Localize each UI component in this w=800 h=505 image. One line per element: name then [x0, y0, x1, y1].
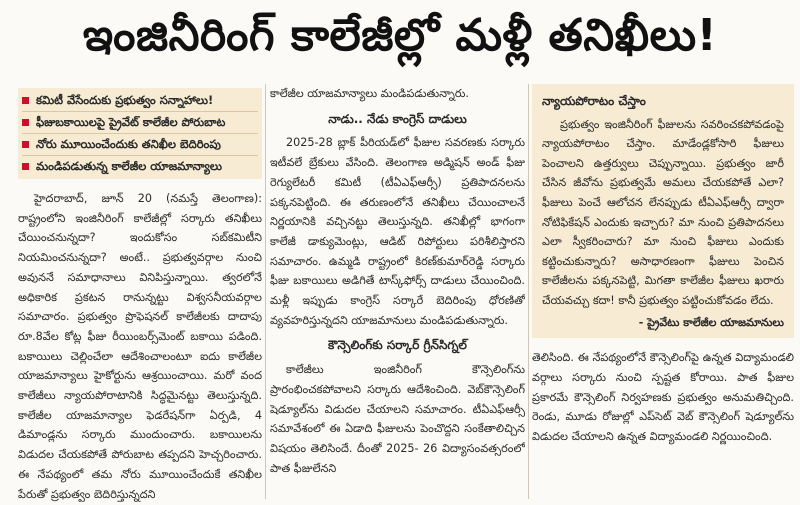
subheading: నాడు.. నేడు కాంగ్రెస్ దాడులు [328, 111, 467, 126]
bullet-item: ఫీజుబకాయిలపై ప్రైవేట్ కాలేజీల పోరుబాట [22, 112, 258, 134]
column-1 [18, 84, 262, 504]
square-bullet-icon [22, 141, 29, 148]
column-divider [528, 84, 529, 499]
subheading: కౌన్సెలింగ్‌కు సర్కార్ గ్రీన్‌సిగ్నల్ [328, 338, 467, 353]
square-bullet-icon [22, 163, 29, 170]
body-paragraph: కాలేజీలు ఇంజినీరింగ్ కౌన్సెలింగ్‌ను ప్రారంభించకపోవాలని సర్కారు ఆదేశించింది. వెబ్‌కౌన్సెలింగ్ షెడ్యూల్‌ను విడుదల చేయాలని సమాచారం. టీఏఎఫ్‌ఆర్సీ సమావేశంలో ఈ ఏడాది ఫీజులను పెంచొద్దని సంకేతాలిచ్చిన విషయం తెలిసిందే. దీంతో 2025- 26 విద్యాసంవత్సరంలో పాత ఫీజులేనని [270, 363, 525, 475]
quote-body: ప్రభుత్వం ఇంజినీరింగ్ ఫీజులను సవరించకపోవడంపై న్యాయపోరాటం చేస్తాం. మాడేండ్లకోసారి ఫీజులు పెంచాలని ఉత్తర్వులు చెప్పున్నాయి. ప్రభుత్వం జారీ చేసిన జీవోను ప్రభుత్వమే అమలు చేయకపోతే ఎలా? ఫీజులు పెంచే ఆలోచన లేనప్పుడు టీఏఎఫ్‌ఆర్సీ ద్వారా నోటిఫికేషన్ ఎందుకు ఇచ్చారు? మా నుంచి ప్రతిపాదనలు ఎలా స్వీకరించారు? మా నుంచి ఫీజులు ఎందుకు కట్టించుకున్నారు? అసాధారణంగా ఫీజులు పెంచిన కాలేజీలను పక్కనపెట్టి, మిగతా కాలేజీల ఫీజులు ఖరారు చేయవచ్చు కదా! కానీ ప్రభుత్వం పట్టించుకోవడం లేదు. [542, 117, 784, 308]
body-paragraph: 2025-28 బ్లాక్ పీరియడ్‌లో ఫీజుల సవరణకు సర్కారు ఇటీవలే బ్రేకులు వేసింది. తెలంగాణ అడ్మిషన్ అండ్ ఫీజు రెగ్యులేటరీ కమిటీ (టీఏఎఫ్‌ఆర్సీ) ప్రతిపాదనలను పక్కనపెట్టింది. ఈ తరుణంలోనే తనిఖీలు చేయించాలనే నిర్ణయానికి వచ్చినట్టు తెలుస్తున్నది. తనిఖీల్లో భాగంగా కాలేజీ డాక్యుమెంట్లు, ఆడిట్ రిపోర్టులు పరిశీలిస్తారని సమాచారం. ఉమ్మడి రాష్ట్రంలో కిరణ్‌కుమార్‌రెడ్డి సర్కారు ఫీజు బకాయిలు అడిగితే టాస్క్‌ఫోర్స్ దాడులు చేయించింది. మళ్లీ ఇప్పుడు కాంగ్రెస్ సర్కారే బెదిరింపు ధోరణితో వ్యవహరిస్తున్నదని యాజమానులు మండిపడుతున్నారు. [270, 136, 525, 327]
column-2 [270, 84, 525, 478]
bullet-item: నోరు మూయించేందుకు తనిఖీల బెదిరింపు [22, 134, 258, 156]
square-bullet-icon [22, 97, 29, 104]
body-paragraph: తెలిసింది. ఈ నేపథ్యంలోనే కౌన్సెలింగ్‌పై ఉన్నత విద్యామండలి వర్గాలు సర్కారు నుంచి స్పష్టత కోరాయి. పాత ఫీజుల ప్రకారమే కౌన్సెలింగ్ నిర్వహణకు ప్రభుత్వం అనుమతిచ్చింది. రెండు, మూడు రోజుల్లో ఎప్‌సెట్ వెబ్ కౌన్సెలింగ్ షెడ్యూల్‌ను విడుదల చేయాలని ఉన్నత విద్యామండలి నిర్ణయించింది. [532, 351, 794, 444]
body-paragraph: హైదరాబాద్, జూన్ 20 (నమస్తే తెలంగాణ): రాష్ట్రంలోని ఇంజినీరింగ్ కాలేజీల్లో సర్కారు తనిఖీలు చేయించనున్నదా? ఇందుకోసం సబ్‌కమిటీని నియమించనున్నదా? అంటే.. ప్రభుత్వవర్గాల నుంచి అవుననే సమాధానాలు వినిపిస్తున్నాయి. త్వరలోనే అధికారిక ప్రకటన రానున్నట్టు విశ్వసనీయవర్గాల సమాచారం. ప్రభుత్వం ప్రొఫెషనల్ కాలేజీలకు దాదాపు రూ.8వేల కోట్ల ఫీజు రీయింబర్స్‌మెంట్ బకాయి పడింది. బకాయిలు చెల్లించేలా ఆదేశించాలంటూ ఐదు కాలేజీల యాజమాన్యాలు హైకోర్టును ఆశ్రయించాయి. మరో వంద కాలేజీలు న్యాయపోరాటానికి సిద్ధమైనట్టు తెలుస్తున్నది. కాలేజీల యాజమాన్యాల ఫెడరేషన్‌గా ఏర్పడి, 4 డిమాండ్లను సర్కారు ముందుంచారు. బకాయిలను విడుదల చేయకపోతే పోరుబాట తప్పదని హెచ్చరించారు. ఈ నేపథ్యంలో తమ నోరు మూయించేందుకే తనిఖీల పేరుతో ప్రభుత్వం బెదిరిస్తున్నదని [18, 192, 262, 501]
bullet-item: కమిటీ వేసేందుకు ప్రభుత్వం సన్నాహాలు! [22, 90, 258, 112]
headline: ఇంజినీరింగ్ కాలేజీల్లో మళ్లీ తనిఖీలు! [82, 10, 718, 61]
quote-box [532, 84, 794, 338]
quote-signature: - ప్రైవేటు కాలేజీల యాజమానులు [638, 315, 784, 329]
bullet-item: మండిపడుతున్న కాలేజీల యాజమాన్యాలు [22, 156, 258, 177]
square-bullet-icon [22, 119, 29, 126]
column-3 [532, 84, 794, 447]
quote-title: న్యాయపోరాటం చేస్తాం [542, 94, 646, 108]
bullet-box [18, 88, 262, 179]
column-divider [265, 84, 266, 499]
body-paragraph: కాలేజీల యాజమాన్యాలు మండిపడుతున్నారు. [270, 87, 469, 100]
